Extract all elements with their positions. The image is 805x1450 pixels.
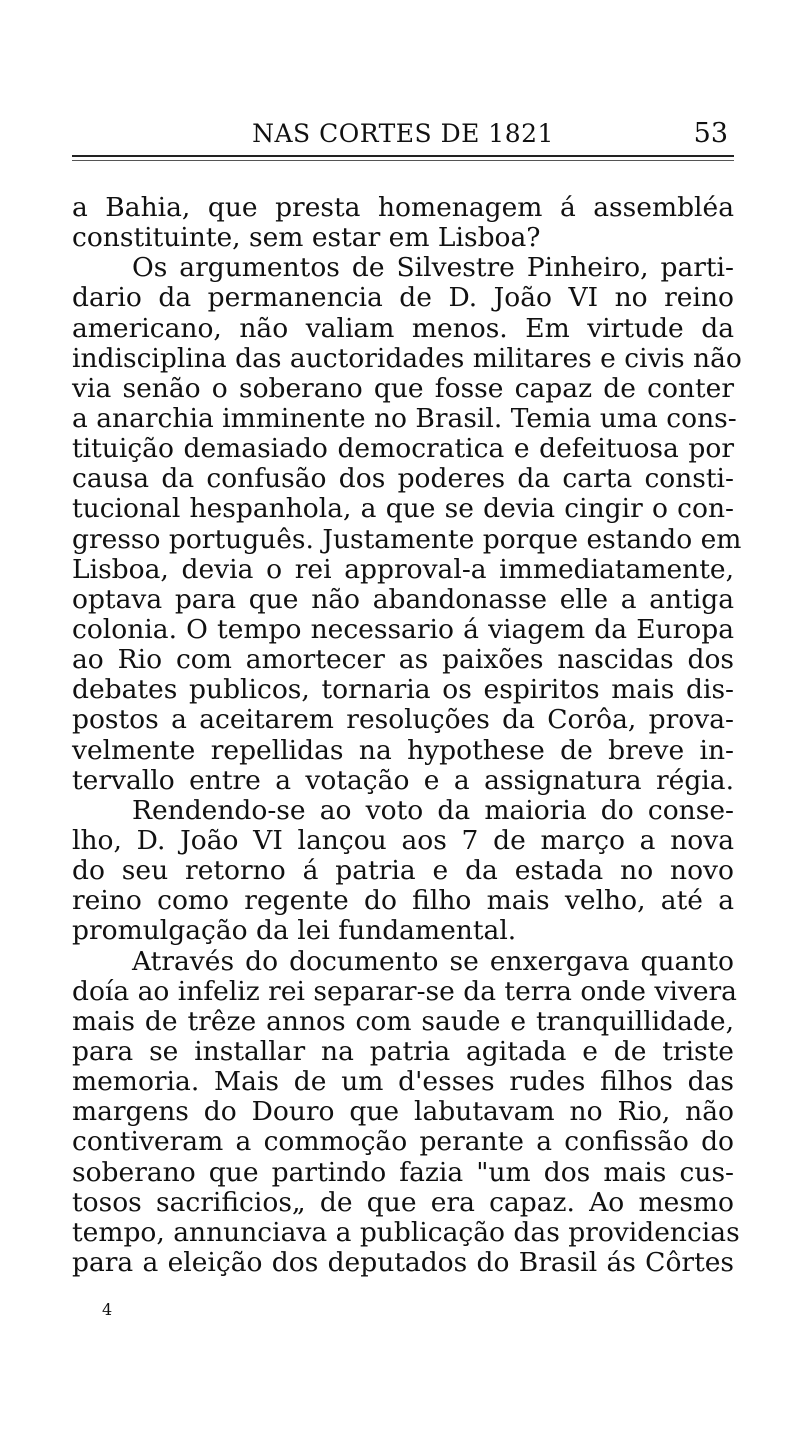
text-line: Rendendo-se ao voto da maioria do conse- [132, 794, 734, 826]
text-line: velmente repellidas na hypothese de breve in- [72, 734, 734, 766]
text-line: via senão o soberano que fosse capaz de conter [72, 372, 734, 404]
text-line: soberano que partindo fazia "um dos mais cus- [72, 1156, 734, 1188]
running-title: NAS CORTES DE 1821 [252, 119, 554, 148]
text-line: tempo, annunciava a publicação das providencias [72, 1216, 740, 1248]
body-text [72, 192, 742, 1278]
text-line: tervallo entre a votação e a assignatura régia. [72, 764, 734, 796]
text-line: reino como regente do filho mais velho, até a [72, 885, 734, 917]
text-line: indisciplina das auctoridades militares e civis não [72, 342, 742, 374]
text-line: tosos sacrificios„ de que era capaz. Ao mesmo [72, 1186, 734, 1218]
header-rule [72, 155, 734, 157]
signature-mark: 4 [102, 1300, 113, 1319]
text-line: Lisboa, devia o rei approval-a immediatamente, [72, 553, 734, 585]
text-line: contiveram a commoção perante a confissão do [72, 1126, 734, 1158]
text-line: causa da confusão dos poderes da carta consti- [72, 463, 734, 495]
text-line: para a eleição dos deputados do Brasil ás Côrtes [72, 1246, 734, 1278]
text-line: a anarchia imminente no Brasil. Temia uma cons- [72, 402, 737, 434]
text-line: do seu retorno á patria e da estada no novo [72, 855, 734, 887]
text-line: mais de trêze annos com saude e tranquillidade, [72, 1005, 734, 1037]
text-line: lho, D. João VI lançou aos 7 de março a nova [72, 824, 734, 856]
text-line: postos a aceitarem resoluções da Corôa, prova- [72, 704, 734, 736]
text-line: colonia. O tempo necessario á viagem da Europa [72, 613, 734, 645]
text-line: constituinte, sem estar em Lisboa? [72, 222, 541, 254]
text-line: optava para que não abandonasse elle a antiga [72, 583, 734, 615]
text-line: margens do Douro que labutavam no Rio, não [72, 1096, 734, 1128]
text-line: Os argumentos de Silvestre Pinheiro, parti- [132, 252, 734, 284]
text-line: para se installar na patria agitada e de triste [72, 1035, 734, 1067]
text-line: americano, não valiam menos. Em virtude da [72, 312, 734, 344]
header-rule-thin [72, 160, 734, 161]
text-line: gresso português. Justamente porque estando em [72, 523, 742, 555]
text-line: memoria. Mais de um d'esses rudes filhos das [72, 1066, 734, 1098]
text-line: tucional hespanhola, a que se devia cingir o con- [72, 493, 734, 525]
text-line: a Bahia, que presta homenagem á assembléa [72, 192, 734, 223]
text-line: dario da permanencia de D. João VI no reino [72, 282, 734, 314]
text-line: ao Rio com amortecer as paixões nascidas dos [72, 644, 734, 676]
page-number: 53 [693, 118, 728, 149]
text-line: debates publicos, tornaria os espiritos mais dis- [72, 674, 734, 706]
running-head [72, 117, 734, 151]
text-line: Através do documento se enxergava quanto [132, 945, 734, 977]
text-line: doía ao infeliz rei separar-se da terra onde vivera [72, 975, 737, 1007]
text-line: tituição demasiado democratica e defeituosa por [72, 433, 734, 465]
text-line: promulgação da lei fundamental. [72, 915, 517, 947]
